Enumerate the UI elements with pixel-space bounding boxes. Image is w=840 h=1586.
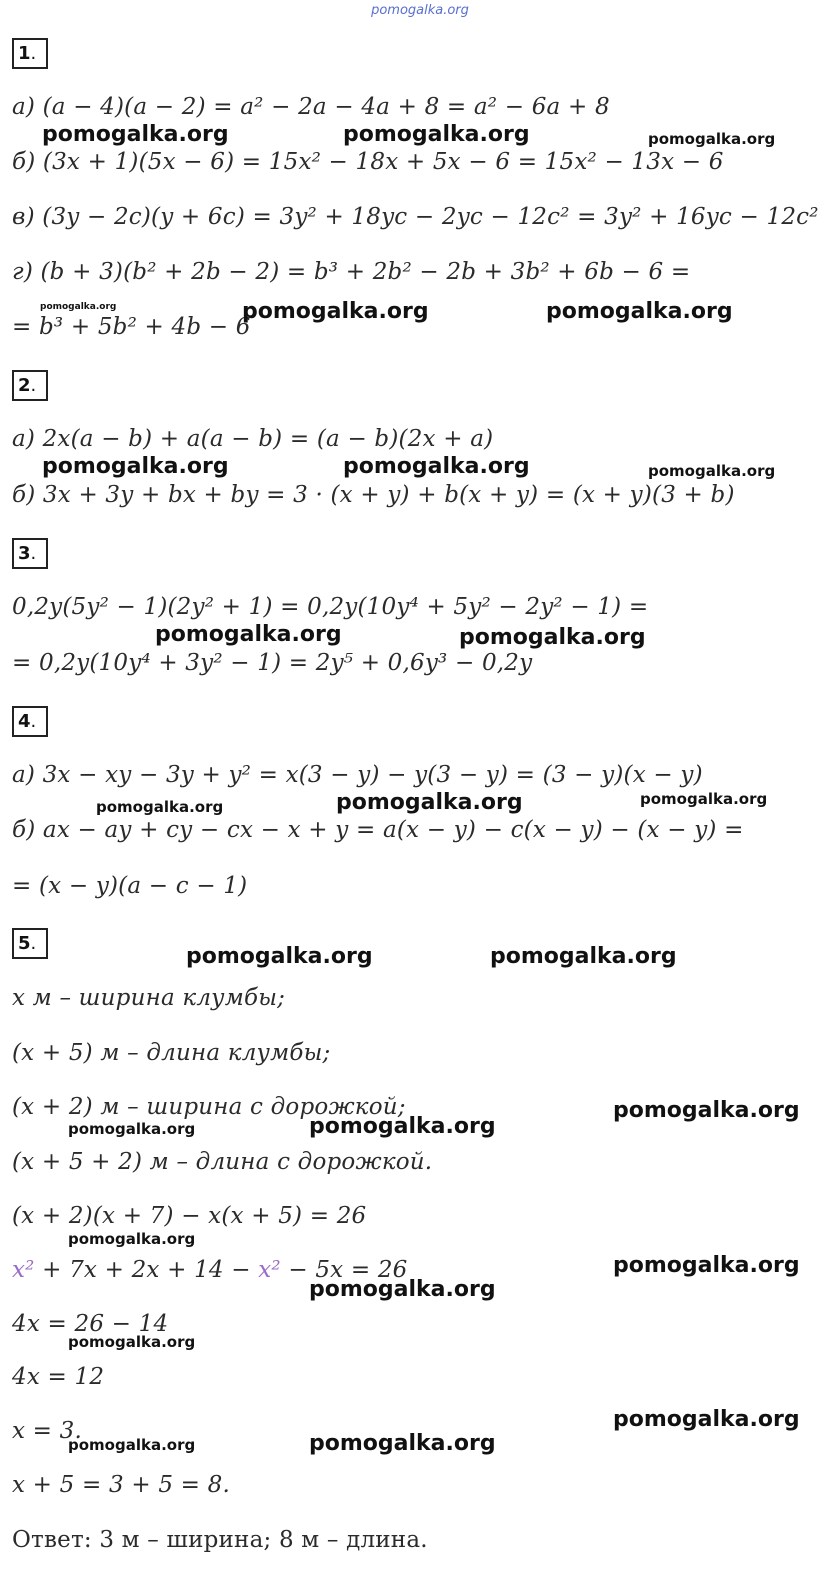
task4-b-line1: б) ax − ay + cy − cx − x + y = a(x − y) − c(x − y) − (x − y) = [12, 817, 744, 843]
cancelled-term-1: x² [12, 1257, 35, 1283]
watermark: pomogalka.org [640, 790, 768, 808]
task2-b: б) 3x + 3y + bx + by = 3 · (x + y) + b(x + y) = (x + y)(3 + b) [12, 482, 735, 508]
task5-answer: Ответ: 3 м – ширина; 8 м – длина. [12, 1527, 428, 1553]
task5-equation: (x + 2)(x + 7) − x(x + 5) = 26 [12, 1203, 367, 1229]
task-number-label: 2 [18, 375, 31, 396]
task-number-1 [12, 38, 48, 69]
task1-v: в) (3y − 2c)(y + 6c) = 3y² + 18yc − 2yc − 12c² = 3y² + 16yc − 12c² [12, 204, 819, 230]
task-number-dot: . [30, 375, 37, 396]
watermark: pomogalka.org [613, 1253, 800, 1278]
task-number-label: 1 [18, 43, 31, 64]
task4-a: а) 3x − xy − 3y + y² = x(3 − y) − y(3 − y) = (3 − y)(x − y) [12, 762, 703, 788]
task3-line2: = 0,2y(10y⁴ + 3y² − 1) = 2y⁵ + 0,6y³ − 0,2y [12, 650, 533, 676]
task1-g-line1: г) (b + 3)(b² + 2b − 2) = b³ + 2b² − 2b + 3b² + 6b − 6 = [12, 259, 691, 285]
task5-line2: (x + 5) м – длина клумбы; [12, 1040, 331, 1066]
watermark: pomogalka.org [336, 790, 523, 815]
task-number-3 [12, 538, 48, 569]
watermark: pomogalka.org [613, 1407, 800, 1432]
task5-step2: 4x = 12 [12, 1364, 105, 1390]
watermark: pomogalka.org [40, 302, 117, 312]
task5-step3: x = 3. [12, 1418, 83, 1444]
watermark: pomogalka.org [309, 1431, 496, 1456]
watermark: pomogalka.org [459, 625, 646, 650]
task3-line1: 0,2y(5y² − 1)(2y² + 1) = 0,2y(10y⁴ + 5y² − 2y² − 1) = [12, 594, 649, 620]
expanded-end: − 5x = 26 [280, 1257, 408, 1283]
task5-step4: x + 5 = 3 + 5 = 8. [12, 1472, 230, 1498]
task-number-5 [12, 928, 48, 959]
task5-line1: x м – ширина клумбы; [12, 985, 286, 1011]
watermark: pomogalka.org [68, 1230, 196, 1248]
site-header-link[interactable]: pomogalka.org [371, 3, 469, 18]
task-number-label: 4 [18, 711, 31, 732]
watermark: pomogalka.org [155, 622, 342, 647]
watermark: pomogalka.org [68, 1333, 196, 1351]
watermark: pomogalka.org [242, 299, 429, 324]
task1-b: б) (3x + 1)(5x − 6) = 15x² − 18x + 5x − 6 = 15x² − 13x − 6 [12, 149, 724, 175]
task-number-dot: . [30, 543, 37, 564]
watermark: pomogalka.org [96, 798, 224, 816]
watermark: pomogalka.org [309, 1277, 496, 1302]
watermark: pomogalka.org [648, 462, 776, 480]
task5-line4: (x + 5 + 2) м – длина с дорожкой. [12, 1149, 433, 1175]
watermark: pomogalka.org [343, 122, 530, 147]
task-number-dot: . [30, 933, 37, 954]
task-number-label: 3 [18, 543, 31, 564]
watermark: pomogalka.org [42, 454, 229, 479]
expanded-middle: + 7x + 2x + 14 − [34, 1257, 259, 1283]
task5-step1: 4x = 26 − 14 [12, 1311, 169, 1337]
watermark: pomogalka.org [343, 454, 530, 479]
task5-line3: (x + 2) м – ширина с дорожкой; [12, 1094, 406, 1120]
watermark: pomogalka.org [68, 1120, 196, 1138]
watermark: pomogalka.org [42, 122, 229, 147]
cancelled-term-2: x² [258, 1257, 281, 1283]
task4-b-line2: = (x − y)(a − c − 1) [12, 873, 248, 899]
task-number-label: 5 [18, 933, 31, 954]
watermark: pomogalka.org [186, 944, 373, 969]
task1-g-line2: = b³ + 5b² + 4b − 6 [12, 314, 251, 340]
task2-a: а) 2x(a − b) + a(a − b) = (a − b)(2x + a) [12, 426, 494, 452]
watermark: pomogalka.org [68, 1436, 196, 1454]
watermark: pomogalka.org [309, 1114, 496, 1139]
task-number-4 [12, 706, 48, 737]
task-number-dot: . [30, 43, 37, 64]
watermark: pomogalka.org [613, 1098, 800, 1123]
task-number-dot: . [30, 711, 37, 732]
task1-a: а) (a − 4)(a − 2) = a² − 2a − 4a + 8 = a² − 6a + 8 [12, 94, 610, 120]
watermark: pomogalka.org [546, 299, 733, 324]
watermark: pomogalka.org [648, 130, 776, 148]
watermark: pomogalka.org [490, 944, 677, 969]
task-number-2 [12, 370, 48, 401]
